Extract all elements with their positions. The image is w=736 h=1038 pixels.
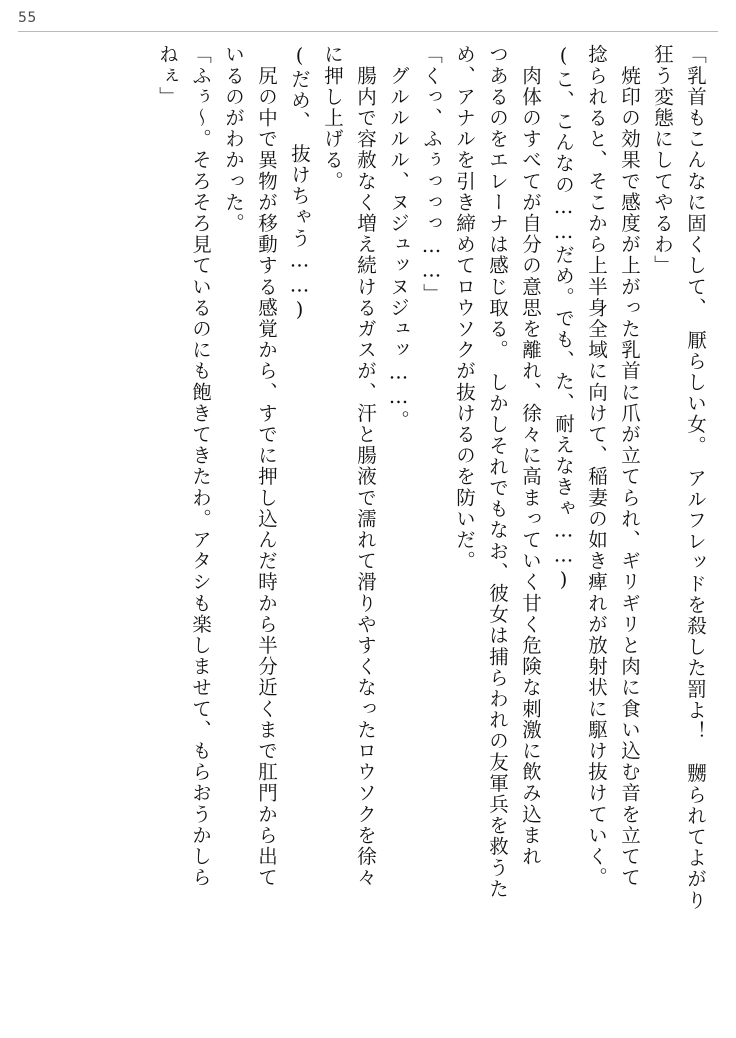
text-line: 狂う変態にしてやるわ」 (651, 44, 674, 277)
text-line: め、アナルを引き締めてロウソクが抜けるのを防いだ。 (453, 44, 476, 572)
text-line: 捻られると、そこから上半身全域に向けて、稲妻の如き痺れが放射状に駆け抜けていく。 (585, 44, 608, 888)
text-line: 肉体のすべてが自分の意思を離れ、徐々に高まっていく甘く危険な刺激に飲み込まれ (519, 44, 542, 867)
text-line: 「ふぅ～。そろそろ見ているのにも飽きてきたわ。アタシも楽しませて、もらおうかしら (189, 44, 212, 888)
page-number: 55 (18, 10, 37, 26)
text-line: (こ、こんなの……だめ。でも、た、耐えなきゃ……) (552, 44, 575, 593)
text-line: つあるのをエレーナは感じ取る。 しかしそれでもなお、彼女は捕らわれの友軍兵を救うた (486, 44, 509, 900)
text-line: グルルルル、ヌジュッヌジュッ……。 (387, 44, 410, 431)
text-line: に押し上げる。 (321, 44, 344, 192)
text-line: いるのがわかった。 (222, 44, 245, 234)
text-line: ねぇ」 (156, 44, 179, 108)
vertical-text-body (40, 44, 712, 1019)
text-line: 「乳首もこんなに固くして、 厭らしい女。 アルフレッドを殺した罰よ！ 嬲られてよがり (684, 44, 707, 911)
text-line: 「くっ、ふぅっっっ……」 (420, 44, 443, 305)
text-line: 焼印の効果で感度が上がった乳首に爪が立てられ、ギリギリと肉に食い込む音を立てて (618, 44, 641, 888)
text-line: 尻の中で異物が移動する感覚から、すでに押し込んだ時から半分近くまで肛門から出て (255, 44, 278, 888)
header-divider (18, 31, 718, 32)
text-line: 腸内で容赦なく増え続けるガスが、汗と腸液で濡れて滑りやすくなったロウソクを徐々 (354, 44, 377, 888)
text-line: (だめ、 抜けちゃう……) (288, 44, 311, 323)
